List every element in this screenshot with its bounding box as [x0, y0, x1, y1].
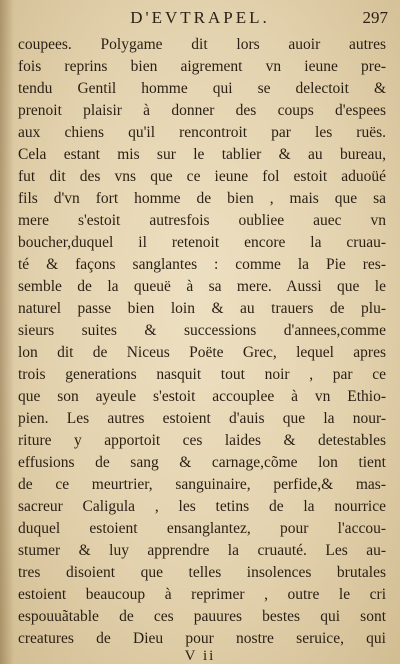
text-line: stumer & luy apprendre la cruauté. Les au-: [18, 542, 386, 559]
text-line: sacreur Caligula , les tetins de la nourrice: [18, 498, 386, 515]
text-line: aux chiens qu'il rencontroit par les ruës.: [18, 124, 386, 141]
text-line: mere s'estoit autresfois oubliee auec vn: [18, 212, 386, 229]
text-line: riture y apportoit ces laides & detestables: [18, 432, 386, 449]
text-line: fut dit des vns que ce ieune fol estoit aduoüé: [18, 168, 386, 185]
text-line: tendu Gentil homme qui se delectoit &: [18, 80, 386, 97]
text-line: sieurs suites & successions d'annees,comme: [18, 322, 386, 339]
text-line: semble de la queuë à sa mere. Aussi que le: [18, 278, 386, 295]
text-line: fois reprins bien aigrement vn ieune pre-: [18, 58, 386, 75]
text-line: creatures de Dieu pour nostre seruice, qui: [18, 630, 386, 647]
text-line: pien. Les autres estoient d'auis que la nour-: [18, 410, 386, 427]
text-line: lon dit de Niceus Poëte Grec, lequel apres: [18, 344, 386, 361]
signature-mark: V ii: [184, 648, 216, 664]
text-line: coupees. Polygame dit lors auoir autres: [18, 36, 386, 53]
text-line: estoient beaucoup à reprimer , outre le cri: [18, 586, 386, 603]
text-line: té & façons sanglantes : comme la Pie res-: [18, 256, 386, 273]
text-line: boucher,duquel il retenoit encore la cruau-: [18, 234, 386, 251]
running-title: D'EVTRAPEL.: [130, 8, 270, 27]
text-line: que son ayeule s'estoit accouplee à vn Ethio-: [18, 388, 386, 405]
text-line: effusions de sang & carnage,cõme lon tient: [18, 454, 386, 471]
running-head: [0, 6, 400, 32]
text-line: trois generations nasquit tout noir , par ce: [18, 366, 386, 383]
text-line: prenoit plaisir à donner des coups d'espees: [18, 102, 386, 119]
body-text: [18, 34, 386, 650]
text-line: espouuãtable de ces pauures bestes qui sont: [18, 608, 386, 625]
text-line: fils d'vn fort homme de bien , mais que sa: [18, 190, 386, 207]
text-line: duquel estoient ensanglantez, pour l'accou-: [18, 520, 386, 537]
text-line: naturel passe bien loin & au trauers de plu-: [18, 300, 386, 317]
page-number: 297: [362, 8, 388, 27]
text-line: de ce meurtrier, sanguinaire, perfide,& mas-: [18, 476, 386, 493]
text-line: Cela estant mis sur le tablier & au bureau,: [18, 146, 386, 163]
text-line: tres disoient que telles insolences brutales: [18, 564, 386, 581]
